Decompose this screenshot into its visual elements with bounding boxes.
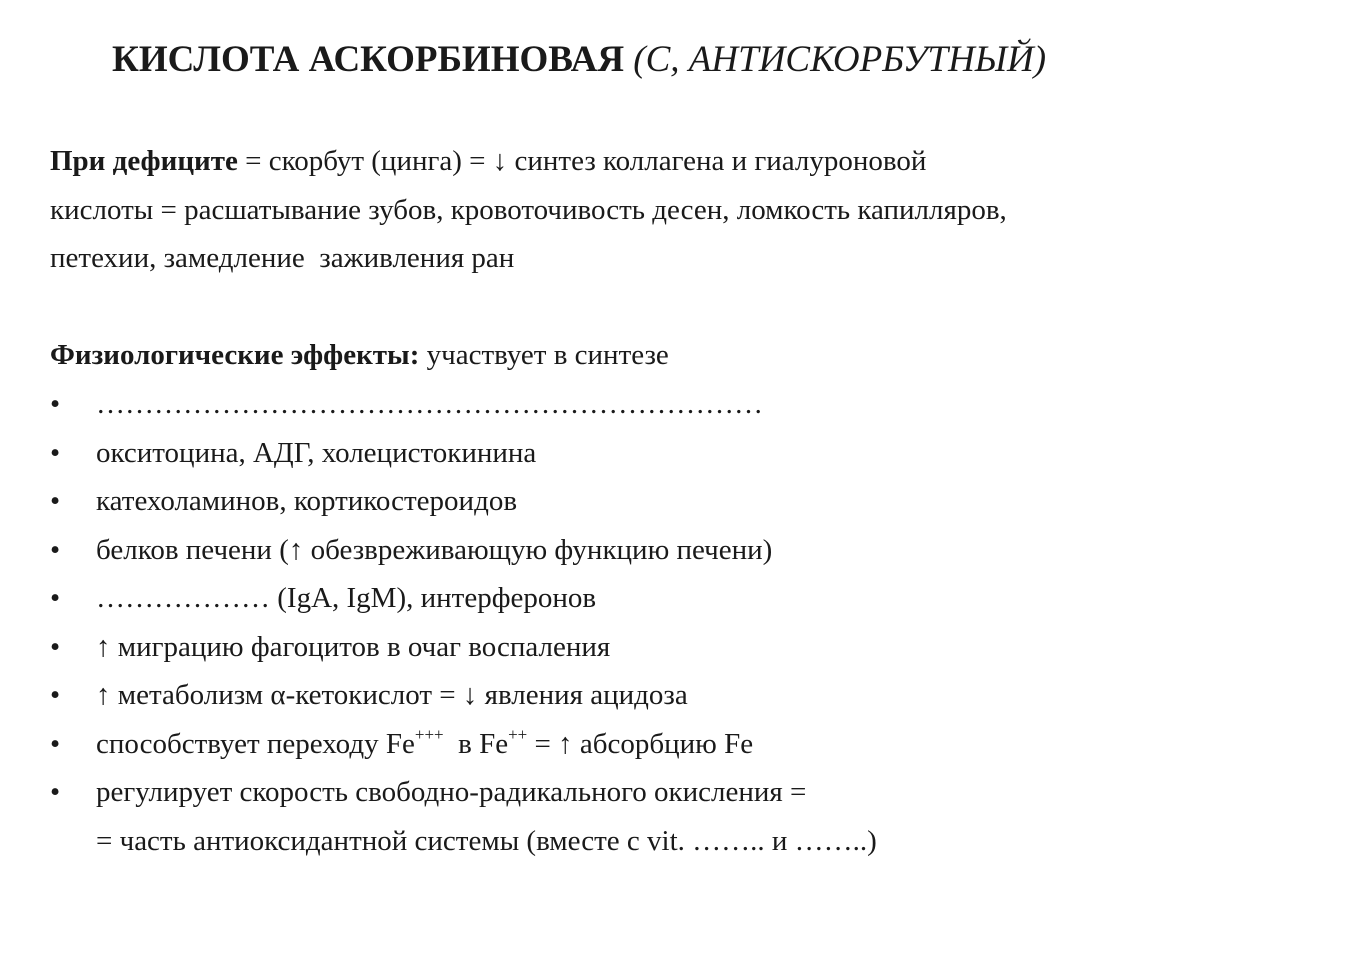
list-item: [50, 671, 877, 720]
list-item-text: = часть антиоксидантной системы (вместе с vit. …….. и ……..): [96, 824, 877, 857]
deficit-paragraph: [50, 137, 1230, 283]
title-main: КИСЛОТА АСКОРБИНОВАЯ: [112, 39, 625, 80]
bullet-icon: •: [50, 630, 61, 663]
list-item: [50, 477, 877, 526]
deficit-line-1: [50, 137, 1230, 186]
list-item-continuation: [50, 817, 877, 866]
fe-superscript-2: ++: [508, 724, 528, 744]
deficit-line-1-text: = скорбут (цинга) = ↓ синтез коллагена и гиалуроновой: [237, 145, 927, 177]
list-item-text: окситоцина, АДГ, холецистокинина: [96, 436, 537, 469]
slide-title: [112, 36, 1046, 84]
effects-list: [50, 380, 877, 865]
bullet-icon: •: [50, 388, 61, 420]
fe-superscript-1: +++: [414, 724, 444, 744]
list-item-text: ↑ миграцию фагоцитов в очаг воспаления: [96, 630, 611, 663]
list-item: [50, 380, 877, 429]
list-item: [50, 429, 877, 478]
bullet-icon: •: [50, 533, 61, 566]
deficit-line-3: петехии, замедление заживления ран: [50, 242, 515, 275]
deficit-line-2: кислоты = расшатывание зубов, кровоточивость десен, ломкость капилляров,: [50, 193, 1007, 226]
list-item-text: ……………………………………………………………: [96, 388, 763, 420]
fe-text-1: способствует переходу Fe: [96, 727, 415, 760]
list-item-text: ……………… (IgA, IgM), интерферонов: [96, 582, 597, 614]
list-item: [50, 623, 877, 672]
list-item-text: ↑ метаболизм α-кетокислот = ↓ явления ацидоза: [96, 679, 688, 711]
list-item-text: катехоламинов, кортикостероидов: [96, 485, 518, 517]
bullet-icon: •: [50, 485, 61, 517]
list-item: [50, 768, 877, 817]
fe-text-2: в Fe: [443, 727, 509, 760]
bullet-icon: •: [50, 582, 61, 614]
list-item: [50, 526, 877, 575]
bullet-icon: •: [50, 727, 61, 760]
list-item: [50, 574, 877, 623]
effects-label: Физиологические эффекты:: [50, 339, 420, 371]
fe-text-3: = ↑ абсорбцию Fe: [527, 727, 754, 760]
effects-heading: [50, 331, 669, 379]
list-item-fe: [50, 720, 877, 769]
bullet-icon: •: [50, 436, 61, 469]
bullet-icon: •: [50, 776, 61, 808]
effects-heading-text: участвует в синтезе: [419, 339, 669, 371]
list-item-text: белков печени (↑ обезвреживающую функцию печени): [96, 533, 773, 566]
list-item-text: регулирует скорость свободно-радикального окисления =: [96, 776, 807, 808]
deficit-label: При дефиците: [50, 145, 238, 177]
title-subtitle: (С, АНТИСКОРБУТНЫЙ): [633, 39, 1047, 80]
bullet-icon: •: [50, 679, 61, 711]
